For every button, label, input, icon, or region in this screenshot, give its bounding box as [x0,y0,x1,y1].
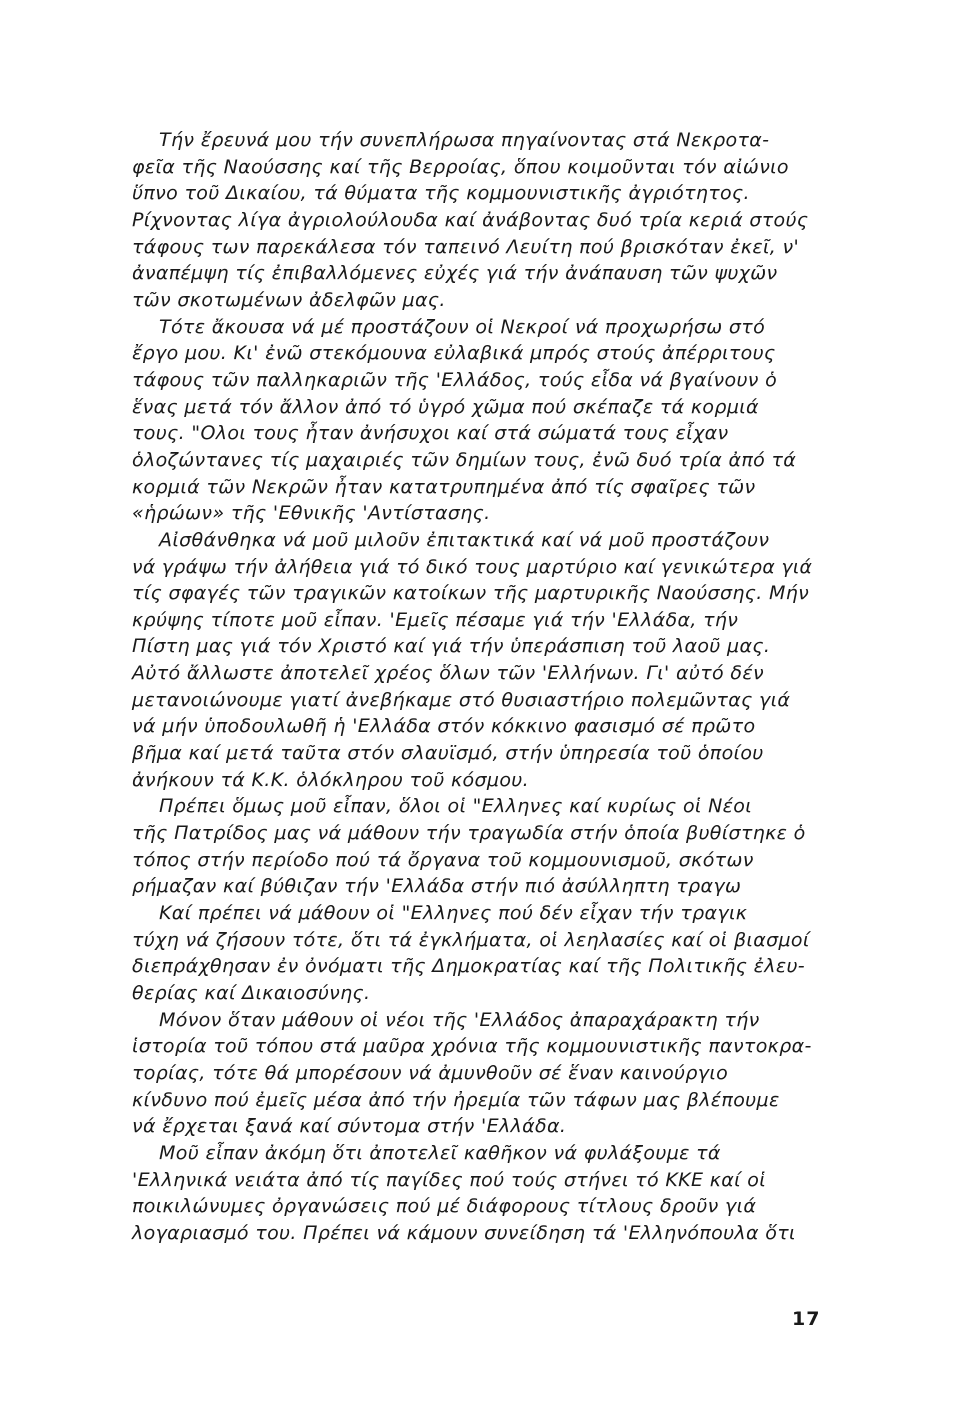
text-line: τύχη νά ζήσουν τότε, ὅτι τά ἐγκλήματα, οἱ λεηλασίες καί οἱ βιασμοί [132,928,810,951]
text-line: ἔργο μου. Κι' ἐνῶ στεκόμουνα εὐλαβικά μπρός στούς ἀπέρριτους [132,342,776,365]
text-line: ἱστορία τοῦ τόπου στά μαῦρα χρόνια τῆς κομμουνιστικῆς παντοκρα- [132,1035,812,1058]
text-line: νά ἔρχεται ξανά καί σύντομα στήν 'Ελλάδα. [132,1115,567,1138]
text-line: κρύψης τίποτε μοῦ εἶπαν. 'Εμεῖς πέσαμε γιά τήν 'Ελλάδα, τήν [132,608,739,631]
text-line: ἀναπέμψη τίς ἐπιβαλλόμενες εὐχές γιά τήν ἀνάπαυση τῶν ψυχῶν [132,262,778,285]
text-line: μετανοιώνουμε γιατί ἀνεβήκαμε στό θυσιαστήριο πολεμῶντας γιά [132,688,791,711]
text-line: ρήμαζαν καί βύθιζαν τήν 'Ελλάδα στήν πιό ἀσύλληπτη τραγω [132,875,742,898]
text-line: Ρίχνοντας λίγα ἀγριολούλουδα καί ἀνάβοντας δυό τρία κεριά στούς [132,208,809,231]
text-line: θερίας καί Δικαιοσύνης. [132,982,371,1004]
text-line: «ἡρώων» τῆς 'Εθνικῆς 'Αντίστασης. [132,502,491,525]
text-line: Μοῦ εἶπαν ἀκόμη ὅτι ἀποτελεῖ καθῆκον νά φυλάξουμε τά [159,1141,721,1164]
text-line: ἀνήκουν τά Κ.Κ. ὁλόκληρου τοῦ κόσμου. [132,768,530,791]
text-line: Πρέπει ὅμως μοῦ εἶπαν, ὅλοι οἱ "Ελληνες καί κυρίως οἱ Νέοι [159,795,753,818]
text-line: τῆς Πατρίδος μας νά μάθουν τήν τραγωδία στήν ὁποία βυθίστηκε ὁ [132,822,806,845]
text-line: κίνδυνο πού ἐμεῖς μέσα ἀπό τήν ἠρεμία τῶν τάφων μας βλέπουμε [132,1088,780,1111]
text-line: φεῖα τῆς Ναούσσης καί τῆς Βερροίας, ὅπου κοιμοῦνται τόν αἰώνιο [132,155,789,178]
text-line: τῶν σκοτωμένων ἀδελφῶν μας. [132,288,446,311]
text-line: λογαριασμό του. Πρέπει νά κάμουν συνείδηση τά 'Ελληνόπουλα ὅτι [132,1221,796,1244]
text-line: κορμιά τῶν Νεκρῶν ἦταν κατατρυπημένα ἀπό τίς σφαῖρες τῶν [132,475,756,498]
text-line: Μόνον ὅταν μάθουν οἱ νέοι τῆς 'Ελλάδος ἀπαραχάρακτη τήν [159,1008,760,1031]
text-line: Καί πρέπει νά μάθουν οἱ "Ελληνες πού δέν εἶχαν τήν τραγικ [159,902,748,925]
text-line: Τήν ἔρευνά μου τήν συνεπλήρωσα πηγαίνοντας στά Νεκροτα- [159,129,770,151]
text-line: ποικιλώνυμες ὀργανώσεις πού μέ διάφορους τίτλους δροῦν γιά [132,1195,757,1218]
text-line: Πίστη μας γιά τόν Χριστό καί γιά τήν ὑπεράσπιση τοῦ λαοῦ μας. [132,635,771,658]
text-line: ἕνας μετά τόν ἄλλον ἀπό τό ὑγρό χῶμα πού σκέπαζε τά κορμιά [132,395,759,418]
text-line: τάφους των παρεκάλεσα τόν ταπεινό Λευίτη πού βρισκόταν ἐκεῖ, ν' [132,235,800,258]
body-text [132,127,812,1247]
text-line: τους. "Ολοι τους ἦταν ἀνήσυχοι καί στά σώματά τους εἶχαν [132,422,729,445]
page-number: 17 [792,1308,821,1330]
text-line: διεπράχθησαν ἐν ὀνόματι τῆς Δημοκρατίας καί τῆς Πολιτικῆς ἐλευ- [132,955,806,978]
text-line: ὕπνο τοῦ Δικαίου, τά θύματα τῆς κομμουνιστικῆς ἀγριότητος. [132,182,750,205]
text-line: νά μήν ὑποδουλωθῆ ἡ 'Ελλάδα στόν κόκκινο φασισμό σέ πρῶτο [132,715,756,738]
text-line: τορίας, τότε θά μπορέσουν νά ἀμυνθοῦν σέ ἕναν καινούργιο [132,1061,729,1084]
text-line: τίς σφαγές τῶν τραγικῶν κατοίκων τῆς μαρτυρικῆς Ναούσσης. Μήν [132,582,810,605]
text-line: ὁλοζώντανες τίς μαχαιριές τῶν δημίων τους, ἐνῶ δυό τρία ἀπό τά [132,448,797,471]
text-line: 'Ελληνικά νειάτα ἀπό τίς παγίδες πού τούς στήνει τό ΚΚΕ καί οἱ [132,1168,767,1191]
text-line: τόπος στήν περίοδο πού τά ὄργανα τοῦ κομμουνισμοῦ, σκότων [132,848,754,871]
text-line: νά γράψω τήν ἀλήθεια γιά τό δικό τους μαρτύριο καί γενικώτερα γιά [132,555,813,578]
text-line: Αὐτό ἄλλωστε ἀποτελεῖ χρέος ὅλων τῶν 'Ελλήνων. Γι' αὐτό δέν [132,662,764,685]
text-line: βῆμα καί μετά ταῦτα στόν σλαυϊσμό, στήν ὑπηρεσία τοῦ ὁποίου [132,742,764,765]
text-line: τάφους τῶν παλληκαριῶν τῆς 'Ελλάδος, τούς εἶδα νά βγαίνουν ὁ [132,368,778,391]
text-line: Αἰσθάνθηκα νά μοῦ μιλοῦν ἐπιτακτικά καί νά μοῦ προστάζουν [159,528,770,551]
text-line: Τότε ἄκουσα νά μέ προστάζουν οἱ Νεκροί νά προχωρήσω στό [159,315,766,338]
